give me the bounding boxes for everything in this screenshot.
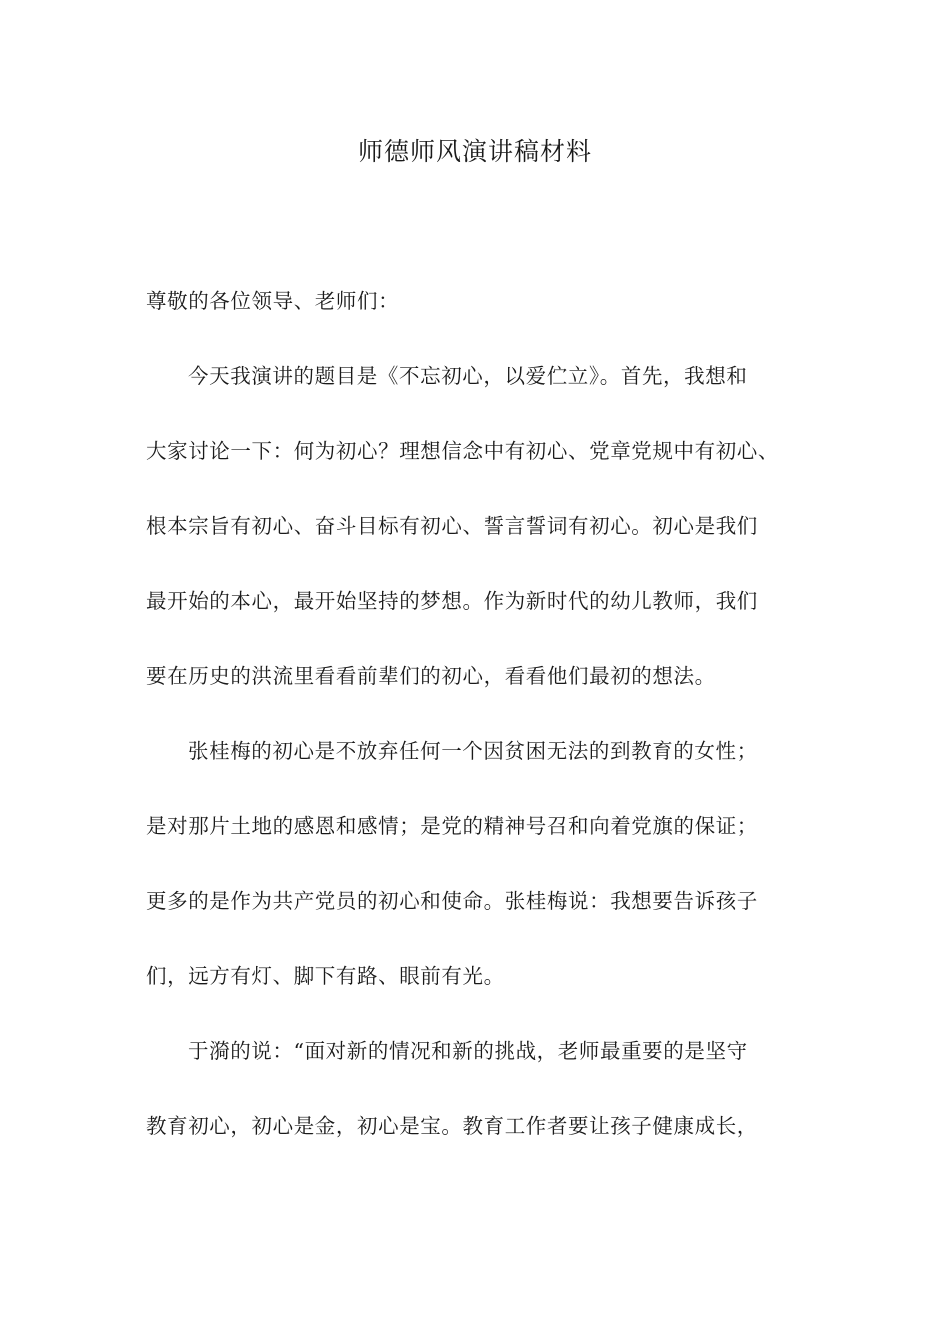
document-title: 师德师风演讲稿材料 <box>357 137 592 166</box>
paragraph-1 <box>146 357 810 695</box>
paragraph-line: 教育初心，初心是金，初心是宝。教育工作者要让孩子健康成长， <box>146 1114 758 1138</box>
paragraph-line: 们，远方有灯、脚下有路、眼前有光。 <box>146 964 505 988</box>
paragraph-line: 今天我演讲的题目是《不忘初心，以爱伫立》。首先，我想和 <box>188 364 748 388</box>
document-body <box>146 282 810 1145</box>
paragraph-line: 是对那片土地的感恩和感情；是党的精神号召和向着党旗的保证； <box>146 814 758 838</box>
paragraph-line: 最开始的本心，最开始坚持的梦想。作为新时代的幼儿教师，我们 <box>146 589 758 613</box>
paragraph-line: 于漪的说：“面对新的情况和新的挑战，老师最重要的是坚守 <box>188 1039 748 1063</box>
salutation: 尊敬的各位领导、老师们： <box>146 289 400 313</box>
paragraph-line: 更多的是作为共产党员的初心和使命。张桂梅说：我想要告诉孩子 <box>146 889 758 913</box>
paragraph-line: 根本宗旨有初心、奋斗目标有初心、誓言誓词有初心。初心是我们 <box>146 514 758 538</box>
paragraph-2 <box>146 732 810 995</box>
paragraph-line: 张桂梅的初心是不放弃任何一个因贫困无法的到教育的女性； <box>188 739 758 763</box>
paragraph-3 <box>146 1032 810 1145</box>
paragraph-line: 要在历史的洪流里看看前辈们的初心，看看他们最初的想法。 <box>146 664 716 688</box>
paragraph-line: 大家讨论一下：何为初心？理想信念中有初心、党章党规中有初心、 <box>146 439 779 463</box>
